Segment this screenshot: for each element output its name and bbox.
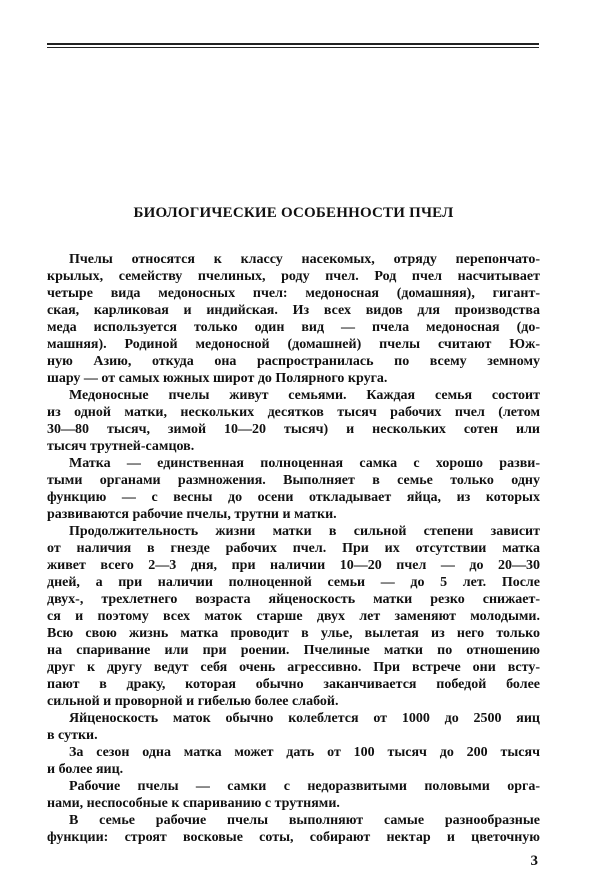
text-line: Медоносные пчелы живут семьями. Каждая семья состоит bbox=[69, 388, 540, 403]
text-line: ская, карликовая и индийская. Из всех видов для производства bbox=[47, 303, 540, 318]
text-line: развиваются рабочие пчелы, трутни и матки. bbox=[47, 507, 337, 522]
text-line: пают в драку, которая обычно заканчивается победой более bbox=[47, 677, 540, 692]
text-line: Пчелы относятся к классу насекомых, отряду перепончато- bbox=[69, 252, 540, 267]
text-line: дней, а при наличии полноценной семьи — до 5 лет. После bbox=[47, 575, 540, 590]
text-line: За сезон одна матка может дать от 100 тысяч до 200 тысяч bbox=[69, 745, 540, 760]
paragraph bbox=[47, 455, 540, 523]
text-line: сильной и проворной и гибелью более слабой. bbox=[47, 694, 339, 709]
text-line: на спаривание или при роении. Пчелиные матки по отношению bbox=[47, 643, 540, 658]
text-line: из одной матки, нескольких десятков тысяч рабочих пчел (летом bbox=[47, 405, 540, 420]
text-line: ся и поэтому всех маток старше двух лет заменяют молодыми. bbox=[47, 609, 540, 624]
body-text bbox=[47, 251, 540, 846]
text-line: Яйценоскость маток обычно колеблется от 1000 до 2500 яиц bbox=[69, 711, 540, 726]
text-line: ную Азию, откуда она распространилась по всему земному bbox=[47, 354, 540, 369]
text-line: Матка — единственная полноценная самка с хорошо разви- bbox=[69, 456, 540, 471]
text-line: Всю свою жизнь матка проводит в улье, вылетая из него только bbox=[47, 626, 540, 641]
header-rule-thin bbox=[47, 47, 539, 48]
text-line: В семье рабочие пчелы выполняют самые разнообразные bbox=[69, 813, 540, 828]
text-line: живет всего 2—3 дня, при наличии 10—20 пчел — до 20—30 bbox=[47, 558, 540, 573]
paragraph bbox=[47, 778, 540, 812]
header-rule-thick bbox=[47, 43, 539, 45]
paragraph bbox=[47, 812, 540, 846]
text-line: крылых, семейству пчелиных, роду пчел. Род пчел насчитывает bbox=[47, 269, 540, 284]
text-line: Рабочие пчелы — самки с недоразвитыми половыми орга- bbox=[69, 779, 540, 794]
text-line: от наличия в гнезде рабочих пчел. При их отсутствии матка bbox=[47, 541, 540, 556]
paragraph bbox=[47, 710, 540, 744]
text-line: машняя). Родиной медоносной (домашней) пчелы считают Юж- bbox=[47, 337, 540, 352]
text-line: тысяч трутней-самцов. bbox=[47, 439, 195, 454]
text-line: нами, неспособные к спариванию с трутнями. bbox=[47, 796, 340, 811]
text-line: функцию — с весны до осени откладывает яйца, из которых bbox=[47, 490, 540, 505]
text-line: и более яиц. bbox=[47, 762, 124, 777]
paragraph bbox=[47, 387, 540, 455]
paragraph bbox=[47, 523, 540, 710]
text-line: меда используется только один вид — пчела медоносная (до- bbox=[47, 320, 540, 335]
text-line: тыми органами размножения. Выполняет в семье только одну bbox=[47, 473, 540, 488]
text-line: 30—80 тысяч, зимой 10—20 тысяч) и нескольких сотен или bbox=[47, 422, 540, 437]
page-number: 3 bbox=[530, 853, 538, 869]
text-line: двух-, трехлетнего возраста яйценоскость матки резко снижает- bbox=[47, 592, 540, 607]
text-line: друг к другу ведут себя очень агрессивно. При встрече они всту- bbox=[47, 660, 540, 675]
text-line: шару — от самых южных широт до Полярного круга. bbox=[47, 371, 388, 386]
text-line: четыре вида медоносных пчел: медоносная (домашняя), гигант- bbox=[47, 286, 540, 301]
text-line: в сутки. bbox=[47, 728, 98, 743]
text-line: функции: строят восковые соты, собирают нектар и цветочную bbox=[47, 830, 540, 845]
chapter-title: БИОЛОГИЧЕСКИЕ ОСОБЕННОСТИ ПЧЕЛ bbox=[133, 205, 454, 221]
text-line: Продолжительность жизни матки в сильной степени зависит bbox=[69, 524, 540, 539]
paragraph bbox=[47, 744, 540, 778]
paragraph bbox=[47, 251, 540, 387]
